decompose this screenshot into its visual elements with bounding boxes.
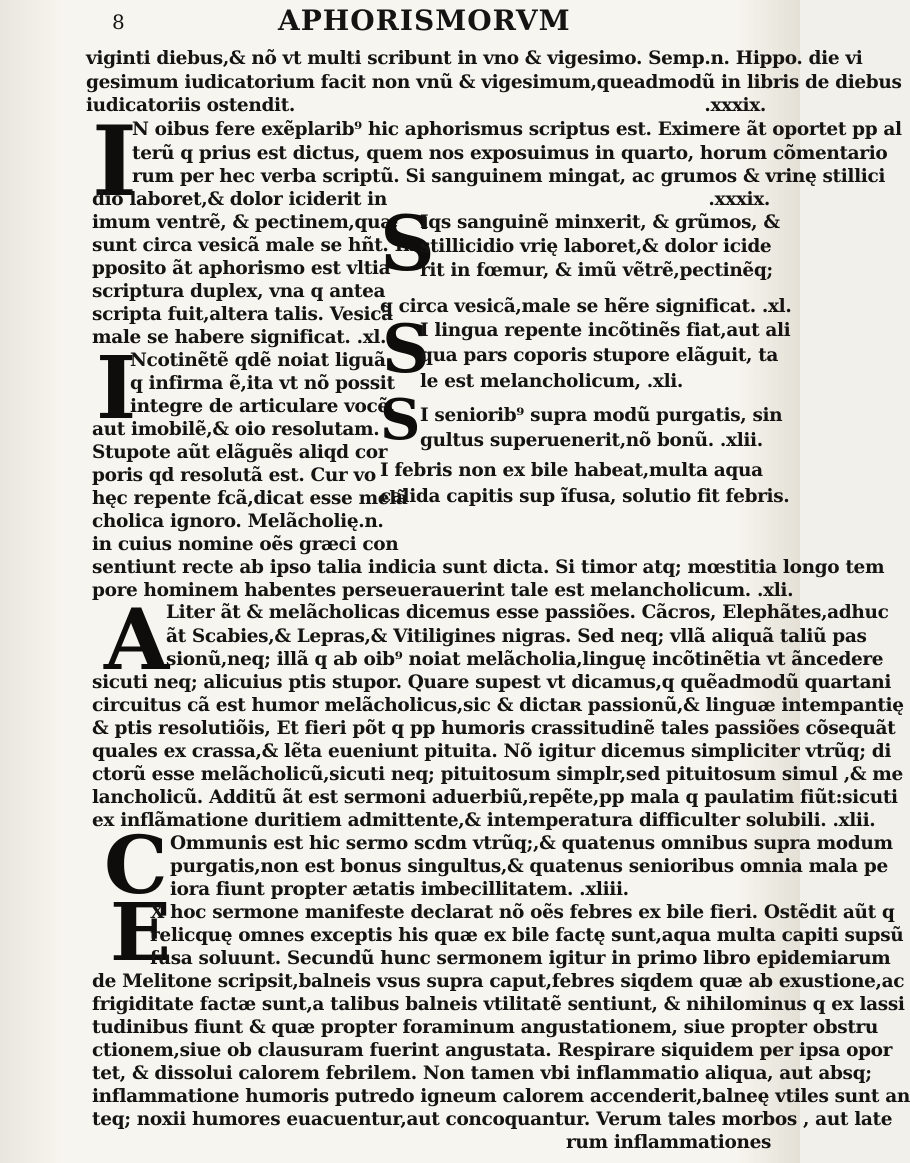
text-line: fusa soluunt. Secundũ hunc sermonem igitur in primo libro epidemiarum — [150, 948, 891, 969]
text-line: sionũ,neq; illã q ab oib⁹ noiat melãcholia,linguę incõtinẽtia vt ãncedere — [166, 649, 884, 670]
text-line: calida capitis sup ĩfusa, solutio fit febris. — [380, 486, 790, 507]
text-line: purgatis,non est bonus singultus,& quatenus senioribus omnia mala pe — [170, 856, 888, 877]
text-line: stillicidio vrię laboret,& dolor icide — [420, 236, 772, 257]
running-head: APHORISMORVM — [278, 4, 571, 37]
aphorism-number: .xxxix. — [708, 189, 770, 210]
drop-cap-initial: I — [92, 105, 137, 218]
text-line: viginti diebus,& nõ vt multi scribunt in vno & vigesimo. Semp.n. Hippo. die vi — [86, 48, 863, 69]
text-line: Iqs sanguinẽ minxerit, & grũmos, & — [420, 212, 780, 233]
drop-cap-initial: C — [104, 818, 168, 912]
aphorism-number: .xxxix. — [704, 95, 766, 116]
text-line: rum per hec verba scriptũ. Si sanguinem mingat, ac grumos & vrinę stillici — [132, 166, 886, 187]
text-line: ctorũ esse melãcholicũ,sicuti neq; pituitosum simplr,sed pituitosum simul ,& me — [92, 764, 903, 785]
text-line: circuitus cã est humor melãcholicus,sic & dictaʀ passionũ,& linguæ intempantię — [92, 695, 904, 716]
drop-cap-initial: S — [380, 199, 435, 288]
text-line: gultus superuenerit,nõ bonũ. .xlii. — [420, 430, 763, 451]
text-line: teq; noxii humores euacuentur,aut concoquantur. Verum tales morbos , aut late — [92, 1109, 893, 1130]
text-line: Ncotinẽtẽ qdẽ noiat liguã — [130, 350, 386, 371]
text-line: Ommunis est hic sermo scdm vtrũq;,& quatenus omnibus supra modum — [170, 833, 893, 854]
text-line: I seniorib⁹ supra modũ purgatis, sin — [420, 405, 783, 426]
text-line: male se habere significat. .xl. — [92, 327, 387, 348]
text-line: Stupote aũt elãguẽs aliqd cor — [92, 442, 388, 463]
text-line: integre de articulare vocẽ, — [130, 396, 395, 417]
text-line: iudicatoriis ostendit. — [86, 95, 296, 116]
text-line: Liter ãt & melãcholicas dicemus esse passiões. Cãcros, Elephãtes,adhuc — [166, 602, 889, 623]
text-line: ex inflãmatione duritiem admittente,& intemperatura difficulter solubili. .xlii. — [92, 810, 876, 831]
drop-cap-initial: I — [96, 338, 137, 439]
catchword-line: rum inflammationes — [566, 1132, 772, 1153]
text-line: lancholicũ. Additũ ãt est sermoni aduerbiũ,repẽte,pp mala q paulatim fiũt:sicuti — [92, 787, 898, 808]
text-line: sunt circa vesicã male se hñt. In — [92, 235, 416, 256]
text-line: q circa vesicã,male se hẽre significat. .xl. — [380, 296, 792, 317]
drop-cap-initial: E — [110, 885, 171, 979]
text-line: inflammatione humoris putredo igneum calorem accenderit,balneę vtiles sunt an — [92, 1086, 910, 1107]
text-line: pore hominem habentes perseuerauerint tale est melancholicum. .xli. — [92, 580, 794, 601]
folio-number: 8 — [112, 10, 127, 34]
text-line: poris qd resolutã est. Cur vo — [92, 465, 376, 486]
text-line: sicuti neq; alicuius ptis stupor. Quare supest vt dicamus,q quẽadmodũ quartani — [92, 672, 892, 693]
text-line: relicquę omnes exceptis his quæ ex bile factę sunt,aqua multa capiti supsũ — [150, 925, 904, 946]
text-line: I febris non ex bile habeat,multa aqua — [380, 460, 763, 481]
text-line: imum ventrẽ, & pectinem,quæ — [92, 212, 398, 233]
text-line: frigiditate factæ sunt,a talibus balneis vtilitatẽ sentiunt, & nihilominus q ex lassi — [92, 994, 905, 1015]
text-line: pposito ãt aphorismo est vltia — [92, 258, 391, 279]
text-line: rit in fœmur, & imũ vẽtrẽ,pectinẽq; — [420, 260, 773, 281]
text-line: in cuius nomine oẽs græci con — [92, 534, 399, 555]
text-line: ãt Scabies,& Lepras,& Vitiligines nigras. Sed neq; vllã aliquã taliũ pas — [166, 626, 867, 647]
text-line: X hoc sermone manifeste declarat nõ oẽs febres ex bile fieri. Ostẽdit aũt q — [150, 902, 895, 923]
text-line: cholica ignoro. Melãcholię.n. — [92, 511, 384, 532]
text-line: ctionem,siue ob clausuram fuerint angustata. Respirare siquidem per ipsa opor — [92, 1040, 893, 1061]
text-line: iora fiunt propter ætatis imbecillitatem. .xliii. — [170, 879, 629, 900]
text-line: & ptis resolutiõis, Et fieri põt q pp humoris crassitudinẽ tales passiões cõsequãt — [92, 718, 896, 739]
text-line: tudinibus fiunt & quæ propter foraminum angustationem, siue propter obstru — [92, 1017, 879, 1038]
text-line: N oibus fere exẽplarib⁹ hic aphorismus scriptus est. Eximere ãt oportet pp al — [132, 119, 902, 140]
text-line: gesimum iudicatorium facit non vnũ & vigesimum,queadmodũ in libris de diebus — [86, 72, 902, 93]
drop-cap-initial: S — [382, 310, 430, 388]
text-line: I lingua repente incõtinẽs fiat,aut ali — [420, 320, 791, 341]
text-line: hęc repente fcã,dicat esse melã — [92, 488, 408, 509]
text-line: scripta fuit,altera talis. Vesicã — [92, 304, 393, 325]
text-line: quales ex crassa,& lẽta eueniunt pituita. Nõ igitur dicemus simpliciter vtrũq; di — [92, 741, 892, 762]
text-line: sentiunt recte ab ipso talia indicia sunt dicta. Si timor atq; mœstitia longo tem — [92, 557, 885, 578]
text-line: aut imobilẽ,& oio resolutam. — [92, 419, 380, 440]
text-line: q infirma ẽ,ita vt nõ possit — [130, 373, 395, 394]
drop-cap-initial: S — [380, 387, 421, 453]
text-line: scriptura duplex, vna q antea — [92, 281, 386, 302]
text-line: dio laboret,& dolor iciderit in — [92, 189, 387, 210]
drop-cap-initial: A — [104, 590, 170, 689]
text-line: le est melancholicum, .xli. — [420, 371, 684, 392]
text-line: de Melitone scripsit,balneis vsus supra caput,febres siqdem quæ ab exustione,ac — [92, 971, 905, 992]
text-line: terũ q prius est dictus, quem nos exposuimus in quarto, horum cõmentario — [132, 143, 888, 164]
text-line: qua pars coporis stupore elãguit, ta — [420, 345, 779, 366]
text-line: tet, & dissolui calorem febrilem. Non tamen vbi inflammatio aliqua, aut absq; — [92, 1063, 872, 1084]
